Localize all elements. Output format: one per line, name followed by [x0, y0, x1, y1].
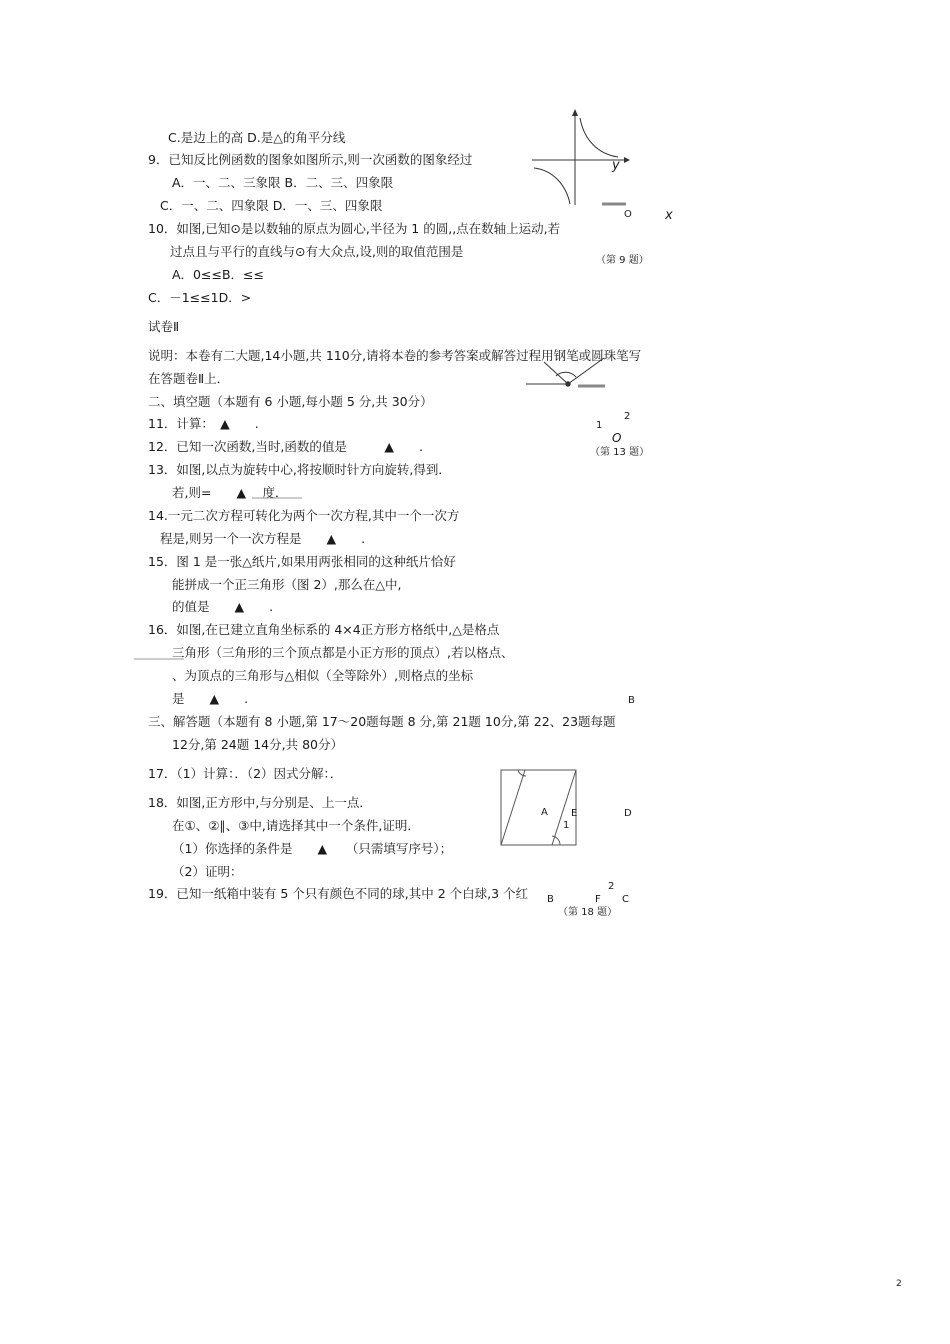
- instructions: 说明：本卷有二大题,14小题,共 110分,请将本卷的参考答案或解答过程用钢笔或圆珠笔写: [148, 348, 642, 363]
- fig18-line-ae: [501, 770, 525, 845]
- part-3-heading-cont: 12分,第 24题 14分,共 80分）: [172, 737, 343, 752]
- question-14: 14.一元二次方程可转化为两个一次方程,其中一个一次方: [148, 508, 460, 523]
- question-18-part-1: （1）你选择的条件是 ▲ （只需填写序号）；: [172, 841, 453, 856]
- fig18-caption: （第 18 题）: [558, 907, 618, 918]
- question-10-options-cd: C．－1≤≤1D．>: [148, 290, 252, 305]
- part-3-heading: 三、解答题（本题有 8 小题,第 17～20题每题 8 分,第 21题 10分,第 22、23题每题: [148, 714, 616, 729]
- question-9-options-cd: C．一、二、四象限 D．一、三、四象限: [160, 198, 383, 213]
- fig9-graph: [532, 109, 630, 205]
- fig18-square: [501, 770, 576, 845]
- fig9-y-arrow: [572, 109, 578, 116]
- question-18-cont: 在①、②∥、③中,请选择其中一个条件,证明．: [172, 818, 420, 833]
- fig16-label-b: B: [628, 695, 635, 706]
- question-16-cont-2: 、为顶点的三角形与△相似（全等除外）,则格点的坐标: [172, 668, 474, 683]
- question-14-cont: 程是,则另一个一次方程是 ▲ .: [160, 531, 366, 546]
- question-16-cont-3: 是 ▲ .: [172, 691, 249, 706]
- fig18-label-d: D: [624, 808, 632, 819]
- fig9-x-arrow: [624, 157, 630, 163]
- question-13: 13．如图,以点为旋转中心,将按顺时针方向旋转,得到．: [148, 462, 451, 477]
- question-18-part-2: （2）证明：: [172, 864, 243, 879]
- fig13-caption: （第 13 题）: [590, 447, 650, 458]
- question-11: 11．计算： ▲ .: [148, 416, 259, 431]
- instructions-cont: 在答题卷Ⅱ上．: [148, 371, 230, 386]
- fig13-label-o: O: [612, 431, 622, 445]
- fig9-x-label: x: [665, 208, 673, 223]
- question-15: 15．图 1 是一张△纸片,如果用两张相同的这种纸片恰好: [148, 554, 456, 569]
- question-17: 17．（1）计算：．（2）因式分解：．: [148, 766, 343, 781]
- question-18: 18．如图,正方形中,与分别是、上一点．: [148, 795, 372, 810]
- fig18-label-1: 1: [563, 820, 570, 831]
- fig13-ray-up-left: [544, 362, 568, 384]
- page-number: 2: [896, 1279, 902, 1289]
- fig13-vertex: [566, 382, 570, 386]
- fig18-label-b: B: [547, 894, 554, 905]
- fig9-curve-q3: [534, 168, 570, 204]
- question-10: 10．如图,已知⊙是以数轴的原点为圆心,半径为 1 的圆,,点在数轴上运动,若: [148, 221, 561, 236]
- question-9-options-ab: A．一、二、三象限 B．二、三、四象限: [172, 175, 394, 190]
- question-16-cont: 三角形（三角形的三个顶点都是小正方形的顶点）,若以格点、: [172, 645, 514, 660]
- question-12: 12．已知一次函数,当时,函数的值是 ▲ .: [148, 439, 423, 454]
- question-13-cont: 若,则= ▲ 度．: [172, 485, 288, 500]
- fig13-diagram: [526, 358, 605, 386]
- fig18-label-a: A: [541, 807, 548, 818]
- part-2-heading: 二、填空题（本题有 6 小题,每小题 5 分,共 30分）: [148, 394, 433, 409]
- fig18-diagram: [501, 770, 576, 845]
- question-10-options-ab: A．0≤≤B．≤≤: [172, 267, 264, 282]
- fig13-ray-up-right: [568, 358, 604, 384]
- fig18-label-e: E: [571, 808, 578, 819]
- fig9-y-label: y: [612, 158, 620, 173]
- fig9-curve-q1: [580, 118, 618, 157]
- fig9-caption: （第 9 题）: [596, 255, 649, 266]
- fig18-label-c: C: [622, 894, 629, 905]
- fig13-label-1: 1: [596, 420, 603, 431]
- fig9-origin-label: O: [624, 209, 632, 220]
- section-title: 试卷Ⅱ: [148, 319, 180, 334]
- question-10-cont: 过点且与平行的直线与⊙有大众点,设,则的取值范围是: [170, 244, 464, 259]
- question-9: 9．已知反比例函数的图象如图所示,则一次函数的图象经过: [148, 152, 473, 167]
- text-marks: [134, 498, 302, 659]
- question-16: 16．如图,在已建立直角坐标系的 4×4正方形方格纸中,△是格点: [148, 622, 500, 637]
- text-line: C.是边上的高 D.是△的角平分线: [168, 130, 346, 145]
- question-15-cont: 能拼成一个正三角形（图 2）,那么在△中,: [172, 577, 402, 592]
- fig18-label-2: 2: [608, 881, 615, 892]
- question-19: 19．已知一纸箱中装有 5 个只有颜色不同的球,其中 2 个白球,3 个红: [148, 886, 529, 901]
- fig18-label-f: F: [595, 894, 601, 905]
- question-15-cont-2: 的值是 ▲ .: [172, 599, 274, 614]
- fig13-label-2: 2: [624, 411, 631, 422]
